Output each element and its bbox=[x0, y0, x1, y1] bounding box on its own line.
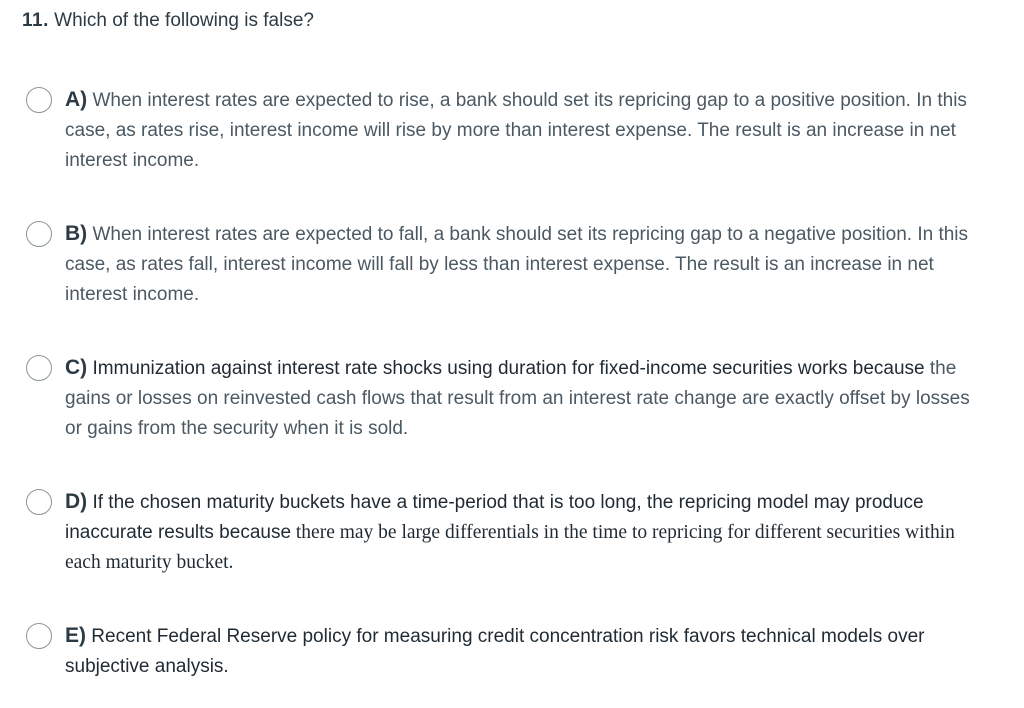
option-c-body-part2: the gains or losses on reinvested cash flows that result from an interest rate change are exactly offset by losses or gains from the security when it is sold. bbox=[65, 358, 970, 439]
answer-option-b-text bbox=[65, 219, 975, 310]
option-a-body: When interest rates are expected to rise, a bank should set its repricing gap to a positive position. In this case, as rates rise, interest income will rise by more than interest expense. The result is an increase in net interest income. bbox=[65, 90, 967, 171]
answer-option-e-text bbox=[65, 621, 975, 682]
option-letter-e: E) bbox=[65, 624, 86, 647]
option-letter-b: B) bbox=[65, 222, 88, 245]
option-d-body-part1: If the chosen maturity buckets have a time-period that is too long, the repricing model may produce inaccurate results because bbox=[65, 492, 924, 543]
question-prompt bbox=[22, 8, 314, 34]
option-letter-a: A) bbox=[65, 88, 88, 111]
answer-option-a-text bbox=[65, 85, 975, 176]
option-c-body-part1: Immunization against interest rate shocks using duration for fixed-income securities works because bbox=[92, 358, 925, 379]
option-letter-c: C) bbox=[65, 356, 88, 379]
question-number: 11. bbox=[22, 10, 49, 31]
option-d-body-part2: there may be large differentials in the time to repricing for different securities within each maturity bucket. bbox=[65, 522, 955, 573]
answer-option-c-text bbox=[65, 353, 975, 444]
radio-button-d[interactable] bbox=[26, 489, 52, 515]
answer-option-d-text bbox=[65, 487, 975, 578]
radio-button-c[interactable] bbox=[26, 355, 52, 381]
option-letter-d: D) bbox=[65, 490, 88, 513]
radio-button-a[interactable] bbox=[26, 87, 52, 113]
option-b-body: When interest rates are expected to fall, a bank should set its repricing gap to a negative position. In this case, as rates fall, interest income will fall by less than interest expense. The result is an increase in net interest income. bbox=[65, 224, 969, 305]
radio-button-b[interactable] bbox=[26, 221, 52, 247]
option-e-body: Recent Federal Reserve policy for measuring credit concentration risk favors technical models over subjective analysis. bbox=[65, 626, 925, 677]
radio-button-e[interactable] bbox=[26, 623, 52, 649]
question-text: Which of the following is false? bbox=[54, 10, 314, 31]
